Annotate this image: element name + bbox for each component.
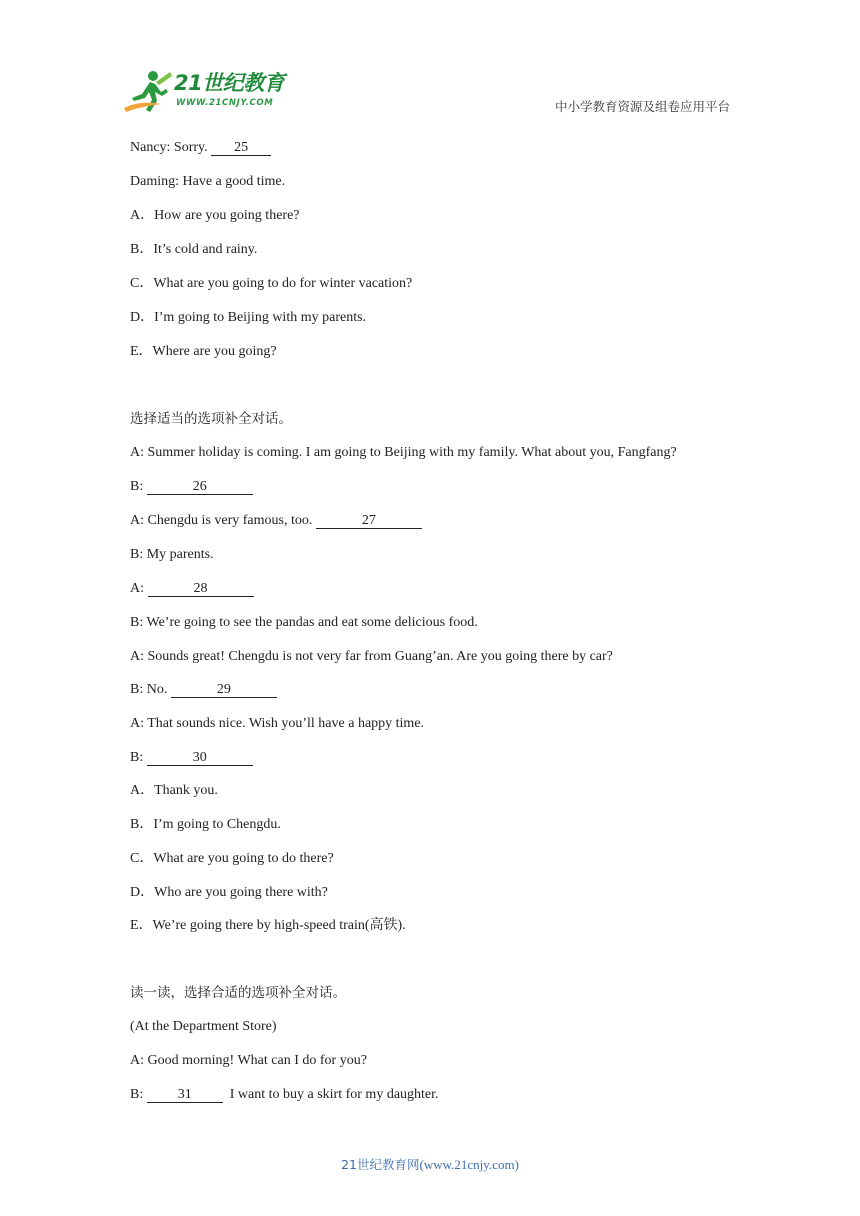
answer-blank: 30 [147,750,253,766]
line-text: A: [130,581,148,596]
answer-blank: 28 [148,581,254,597]
option-a: A．How are you going there? [130,208,300,223]
line-text: B: [130,479,147,494]
answer-blank: 31 [147,1087,223,1103]
answer-blank: 26 [147,479,253,495]
dialogue-line [130,139,271,157]
runner-logo-icon [122,70,178,116]
dialogue-line: Daming: Have a good time. [130,174,286,189]
dialogue-line: B: We’re going to see the pandas and eat some delicious food. [130,615,478,630]
section-instruction: 读一读，选择合适的选项补全对话。 [130,985,346,1001]
line-text: B: No. [130,682,171,697]
dialogue-line: A: Sounds great! Chengdu is not very far from Guang’an. Are you going there by car? [130,649,613,664]
page-header [0,0,860,125]
option-d: D．I’m going to Beijing with my parents. [130,310,367,325]
footer-url[interactable]: (www.21cnjy.com) [419,1157,519,1172]
dialogue-line [130,478,253,496]
dialogue-line: A: That sounds nice. Wish you’ll have a happy time. [130,716,425,731]
option-d: D．Who are you going there with? [130,885,328,900]
dialogue-line [130,580,254,598]
line-text: A: Chengdu is very famous, too. [130,513,316,528]
dialogue-line: A: Good morning! What can I do for you? [130,1053,367,1068]
dialogue-line [130,512,422,530]
dialogue-line: A: Summer holiday is coming. I am going to Beijing with my family. What about you, Fangfang? [130,445,677,460]
line-text: Nancy: Sorry. [130,140,212,155]
line-text: B: [130,750,147,765]
answer-blank: 27 [316,513,422,529]
answer-blank: 29 [171,682,277,698]
logo [122,70,292,116]
option-c: C．What are you going to do for winter vacation? [130,276,413,291]
section-instruction: 选择适当的选项补全对话。 [130,411,292,427]
logo-text: 21世纪教育 [174,71,285,95]
logo-url: WWW.21CNJY.COM [176,98,274,108]
option-e: E．Where are you going? [130,344,277,359]
option-b: B．I’m going to Chengdu. [130,817,281,832]
scene-note: (At the Department Store) [130,1019,277,1034]
option-e: E．We’re going there by high-speed train(高铁). [130,918,406,933]
footer-site-name: 21世纪教育网 [341,1157,420,1172]
dialogue-line [130,681,277,699]
dialogue-line: B: My parents. [130,547,214,562]
dialogue-line [130,749,253,767]
option-a: A．Thank you. [130,783,218,798]
line-text: I want to buy a skirt for my daughter. [222,1087,439,1102]
answer-blank: 25 [211,140,271,156]
page-footer [0,1155,860,1173]
dialogue-line [130,1086,439,1104]
option-b: B．It’s cold and rainy. [130,242,258,257]
option-c: C．What are you going to do there? [130,851,334,866]
platform-title: 中小学教育资源及组卷应用平台 [554,99,730,114]
line-text: B: [130,1087,147,1102]
